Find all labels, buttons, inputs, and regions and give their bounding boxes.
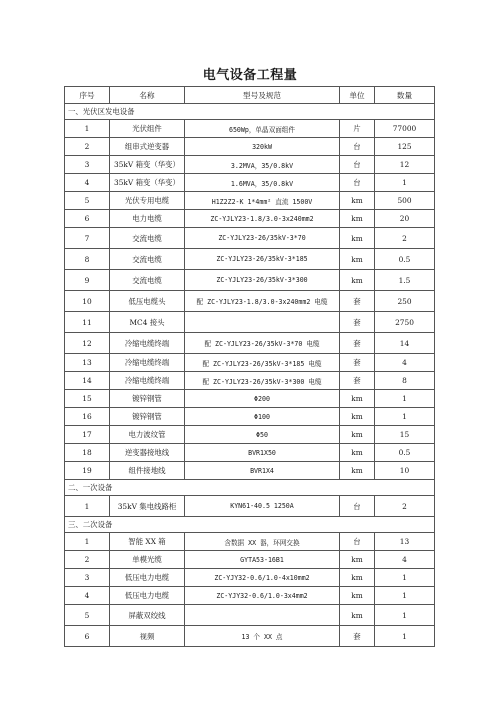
cell-name: 镀锌钢管	[110, 408, 185, 426]
cell-seq: 4	[65, 174, 110, 192]
table-row	[65, 390, 435, 408]
cell-seq: 1	[65, 496, 110, 517]
cell-spec: ZC-YJLY23-1.8/3.0-3x240mm2	[185, 210, 340, 228]
cell-seq: 8	[65, 249, 110, 270]
table-body	[65, 104, 435, 647]
table-row	[65, 551, 435, 569]
cell-unit: 台	[340, 138, 375, 156]
cell-spec: 配 ZC-YJLY23-26/35kV-3*300 电缆	[185, 372, 340, 390]
cell-seq: 6	[65, 210, 110, 228]
cell-name: 光伏组件	[110, 120, 185, 138]
section-heading: 一、光伏区发电设备	[65, 104, 435, 120]
cell-unit: km	[340, 426, 375, 444]
cell-qty: 250	[375, 291, 435, 312]
cell-spec: ZC-YJLY23-26/35kV-3*300	[185, 270, 340, 291]
cell-unit: 套	[340, 626, 375, 647]
cell-unit: km	[340, 192, 375, 210]
cell-spec: H1Z2Z2-K 1*4mm² 直流 1500V	[185, 192, 340, 210]
cell-unit: km	[340, 605, 375, 626]
cell-seq: 5	[65, 605, 110, 626]
section-heading-row	[65, 104, 435, 120]
cell-qty: 1.5	[375, 270, 435, 291]
table-row	[65, 605, 435, 626]
cell-unit: km	[340, 587, 375, 605]
cell-name: 电力波纹管	[110, 426, 185, 444]
cell-spec	[185, 312, 340, 333]
header-qty: 数量	[375, 87, 435, 104]
cell-qty: 1	[375, 174, 435, 192]
table-row	[65, 174, 435, 192]
cell-spec: BVR1X4	[185, 462, 340, 480]
cell-unit: 套	[340, 372, 375, 390]
cell-qty: 2750	[375, 312, 435, 333]
cell-unit: km	[340, 551, 375, 569]
cell-seq: 11	[65, 312, 110, 333]
table-row	[65, 138, 435, 156]
cell-seq: 6	[65, 626, 110, 647]
cell-name: 组件接地线	[110, 462, 185, 480]
table-row	[65, 462, 435, 480]
table-row	[65, 626, 435, 647]
cell-unit: km	[340, 270, 375, 291]
cell-qty: 125	[375, 138, 435, 156]
table-row	[65, 210, 435, 228]
cell-spec: 配 ZC-YJLY23-26/35kV-3*185 电缆	[185, 354, 340, 372]
cell-name: 电力电缆	[110, 210, 185, 228]
cell-qty: 1	[375, 569, 435, 587]
cell-qty: 4	[375, 354, 435, 372]
cell-seq: 19	[65, 462, 110, 480]
cell-name: 冷缩电缆终端	[110, 372, 185, 390]
cell-qty: 1	[375, 587, 435, 605]
cell-qty: 2	[375, 228, 435, 249]
cell-seq: 12	[65, 333, 110, 354]
cell-unit: km	[340, 228, 375, 249]
cell-seq: 1	[65, 533, 110, 551]
cell-spec: 配 ZC-YJLY23-26/35kV-3*70 电缆	[185, 333, 340, 354]
cell-unit: 套	[340, 354, 375, 372]
cell-seq: 10	[65, 291, 110, 312]
cell-spec: 1.6MVA，35/0.8kV	[185, 174, 340, 192]
table-row	[65, 533, 435, 551]
cell-qty: 10	[375, 462, 435, 480]
table-row	[65, 312, 435, 333]
cell-name: 屏蔽双绞线	[110, 605, 185, 626]
cell-name: 冷缩电缆终端	[110, 333, 185, 354]
cell-name: 视频	[110, 626, 185, 647]
cell-qty: 12	[375, 156, 435, 174]
cell-name: MC4 接头	[110, 312, 185, 333]
cell-spec: 含数据 XX 器，环网交换	[185, 533, 340, 551]
cell-name: 低压电力电缆	[110, 569, 185, 587]
cell-qty: 0.5	[375, 444, 435, 462]
cell-spec: ZC-YJY32-0.6/1.0-3x4mm2	[185, 587, 340, 605]
cell-name: 交流电缆	[110, 270, 185, 291]
cell-qty: 1	[375, 390, 435, 408]
cell-seq: 13	[65, 354, 110, 372]
cell-qty: 14	[375, 333, 435, 354]
cell-unit: 台	[340, 156, 375, 174]
table-row	[65, 426, 435, 444]
cell-qty: 1	[375, 605, 435, 626]
cell-qty: 20	[375, 210, 435, 228]
section-heading-row	[65, 517, 435, 533]
cell-seq: 3	[65, 156, 110, 174]
table-row	[65, 372, 435, 390]
cell-unit: 台	[340, 533, 375, 551]
cell-seq: 17	[65, 426, 110, 444]
cell-seq: 2	[65, 551, 110, 569]
cell-unit: km	[340, 390, 375, 408]
table-row	[65, 291, 435, 312]
cell-seq: 5	[65, 192, 110, 210]
cell-name: 低压电力电缆	[110, 587, 185, 605]
table-row	[65, 587, 435, 605]
cell-qty: 0.5	[375, 249, 435, 270]
cell-unit: km	[340, 210, 375, 228]
header-unit: 单位	[340, 87, 375, 104]
cell-seq: 14	[65, 372, 110, 390]
cell-spec: ZC-YJY32-0.6/1.0-4x10mm2	[185, 569, 340, 587]
cell-unit: km	[340, 569, 375, 587]
cell-seq: 1	[65, 120, 110, 138]
table-row	[65, 249, 435, 270]
table-row	[65, 333, 435, 354]
page-title: 电气设备工程量	[202, 68, 298, 83]
cell-spec: KYN61-40.5 1250A	[185, 496, 340, 517]
cell-seq: 16	[65, 408, 110, 426]
cell-unit: km	[340, 444, 375, 462]
cell-spec: 配 ZC-YJLY23-1.8/3.0-3x240mm2 电缆	[185, 291, 340, 312]
table-row	[65, 270, 435, 291]
cell-name: 35kV 箱变（华变）	[110, 174, 185, 192]
section-heading: 三、二次设备	[65, 517, 435, 533]
cell-name: 单模光缆	[110, 551, 185, 569]
table-row	[65, 228, 435, 249]
section-heading-row	[65, 480, 435, 496]
cell-qty: 77000	[375, 120, 435, 138]
cell-unit: 片	[340, 120, 375, 138]
cell-name: 交流电缆	[110, 249, 185, 270]
cell-seq: 15	[65, 390, 110, 408]
cell-qty: 4	[375, 551, 435, 569]
cell-spec	[185, 605, 340, 626]
table-row	[65, 569, 435, 587]
cell-seq: 4	[65, 587, 110, 605]
table-row	[65, 354, 435, 372]
cell-seq: 3	[65, 569, 110, 587]
cell-unit: 台	[340, 174, 375, 192]
cell-spec: ZC-YJLY23-26/35kV-3*70	[185, 228, 340, 249]
section-heading: 二、一次设备	[65, 480, 435, 496]
table-header-row	[65, 87, 435, 104]
cell-spec: Φ50	[185, 426, 340, 444]
cell-name: 35kV 集电线路柜	[110, 496, 185, 517]
equipment-quantity-table	[64, 86, 435, 647]
cell-qty: 1	[375, 408, 435, 426]
cell-name: 镀锌钢管	[110, 390, 185, 408]
cell-qty: 13	[375, 533, 435, 551]
table-row	[65, 408, 435, 426]
cell-spec: GYTA53-16B1	[185, 551, 340, 569]
cell-unit: km	[340, 249, 375, 270]
cell-name: 逆变器接地线	[110, 444, 185, 462]
cell-name: 冷缩电缆终端	[110, 354, 185, 372]
header-name: 名称	[110, 87, 185, 104]
cell-spec: 13 个 XX 点	[185, 626, 340, 647]
cell-seq: 7	[65, 228, 110, 249]
header-seq: 序号	[65, 87, 110, 104]
table-row	[65, 444, 435, 462]
cell-unit: km	[340, 462, 375, 480]
cell-spec: Φ200	[185, 390, 340, 408]
cell-seq: 9	[65, 270, 110, 291]
cell-spec: ZC-YJLY23-26/35kV-3*185	[185, 249, 340, 270]
table-row	[65, 192, 435, 210]
cell-name: 交流电缆	[110, 228, 185, 249]
table-row	[65, 120, 435, 138]
cell-name: 光伏专用电缆	[110, 192, 185, 210]
cell-spec: Φ100	[185, 408, 340, 426]
cell-name: 组串式逆变器	[110, 138, 185, 156]
cell-unit: 套	[340, 333, 375, 354]
cell-spec: BVR1X50	[185, 444, 340, 462]
cell-spec: 650Wp，单晶双面组件	[185, 120, 340, 138]
table-row	[65, 496, 435, 517]
cell-qty: 500	[375, 192, 435, 210]
cell-unit: 套	[340, 291, 375, 312]
table-row	[65, 156, 435, 174]
cell-name: 35kV 箱变（华变）	[110, 156, 185, 174]
cell-unit: km	[340, 408, 375, 426]
cell-seq: 18	[65, 444, 110, 462]
cell-seq: 2	[65, 138, 110, 156]
cell-unit: 台	[340, 496, 375, 517]
cell-name: 智能 XX 箱	[110, 533, 185, 551]
cell-unit: 套	[340, 312, 375, 333]
cell-spec: 3.2MVA，35/0.8kV	[185, 156, 340, 174]
cell-qty: 15	[375, 426, 435, 444]
cell-qty: 2	[375, 496, 435, 517]
cell-qty: 8	[375, 372, 435, 390]
header-spec: 型号及规范	[185, 87, 340, 104]
cell-name: 低压电缆头	[110, 291, 185, 312]
cell-spec: 320kW	[185, 138, 340, 156]
cell-qty: 1	[375, 626, 435, 647]
